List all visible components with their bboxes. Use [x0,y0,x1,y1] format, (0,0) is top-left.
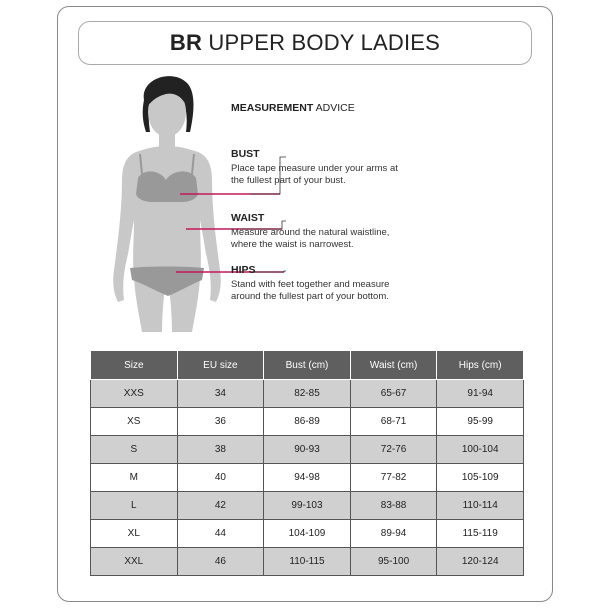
cell-eu-size: 38 [177,436,264,464]
cell-hips: 100-104 [437,436,524,464]
header-eu-size: EU size [177,351,264,380]
cell-size: XS [91,408,178,436]
table-row [91,408,524,436]
cell-waist: 77-82 [350,464,437,492]
table-row [91,436,524,464]
cell-eu-size: 42 [177,492,264,520]
bust-advice [231,148,471,188]
cell-eu-size: 40 [177,464,264,492]
cell-bust: 99-103 [264,492,351,520]
bust-line-1: Place tape measure under your arms at [231,162,398,174]
cell-eu-size: 36 [177,408,264,436]
cell-bust: 104-109 [264,520,351,548]
table-row [91,492,524,520]
measurement-advice [231,102,471,302]
cell-waist: 65-67 [350,380,437,408]
cell-waist: 72-76 [350,436,437,464]
cell-bust: 94-98 [264,464,351,492]
cell-eu-size: 34 [177,380,264,408]
cell-bust: 86-89 [264,408,351,436]
cell-size: XXS [91,380,178,408]
waist-advice [231,212,471,252]
header-bust: Bust (cm) [264,351,351,380]
cell-waist: 83-88 [350,492,437,520]
header-size: Size [91,351,178,380]
cell-eu-size: 46 [177,548,264,576]
table-row [91,380,524,408]
advice-heading-rest: ADVICE [315,102,355,114]
waist-line-1: Measure around the natural waistline, [231,226,390,238]
hips-line-1: Stand with feet together and measure [231,278,390,290]
cell-hips: 105-109 [437,464,524,492]
cell-bust: 82-85 [264,380,351,408]
bust-label: BUST [231,148,260,160]
torso [113,146,221,332]
hips-advice [231,264,471,304]
cell-size: S [91,436,178,464]
hips-label: HIPS [231,264,256,276]
cell-eu-size: 44 [177,520,264,548]
cell-bust: 90-93 [264,436,351,464]
neck [159,132,175,148]
cell-size: XXL [91,548,178,576]
cell-hips: 91-94 [437,380,524,408]
cell-hips: 120-124 [437,548,524,576]
table-header-row [91,351,524,380]
title-box [78,21,532,65]
cell-bust: 110-115 [264,548,351,576]
cell-size: L [91,492,178,520]
hips-line-2: around the fullest part of your bottom. [231,291,389,302]
cell-waist: 68-71 [350,408,437,436]
title-brand: BR [169,30,203,55]
bust-line-2: the fullest part of your bust. [231,175,346,186]
cell-waist: 89-94 [350,520,437,548]
cell-hips: 110-114 [437,492,524,520]
page-title [170,30,440,56]
body-silhouette-illustration [96,70,236,340]
cell-hips: 95-99 [437,408,524,436]
waist-line-2: where the waist is narrowest. [231,239,354,250]
advice-heading-bold: MEASUREMENT [231,102,314,114]
header-hips: Hips (cm) [437,351,524,380]
table-row [91,464,524,492]
size-table [90,350,524,576]
header-waist: Waist (cm) [350,351,437,380]
table-row [91,548,524,576]
cell-waist: 95-100 [350,548,437,576]
cell-size: M [91,464,178,492]
advice-heading [231,102,471,115]
cell-hips: 115-119 [437,520,524,548]
table-row [91,520,524,548]
title-text: UPPER BODY LADIES [208,30,441,55]
cell-size: XL [91,520,178,548]
waist-label: WAIST [231,212,265,224]
